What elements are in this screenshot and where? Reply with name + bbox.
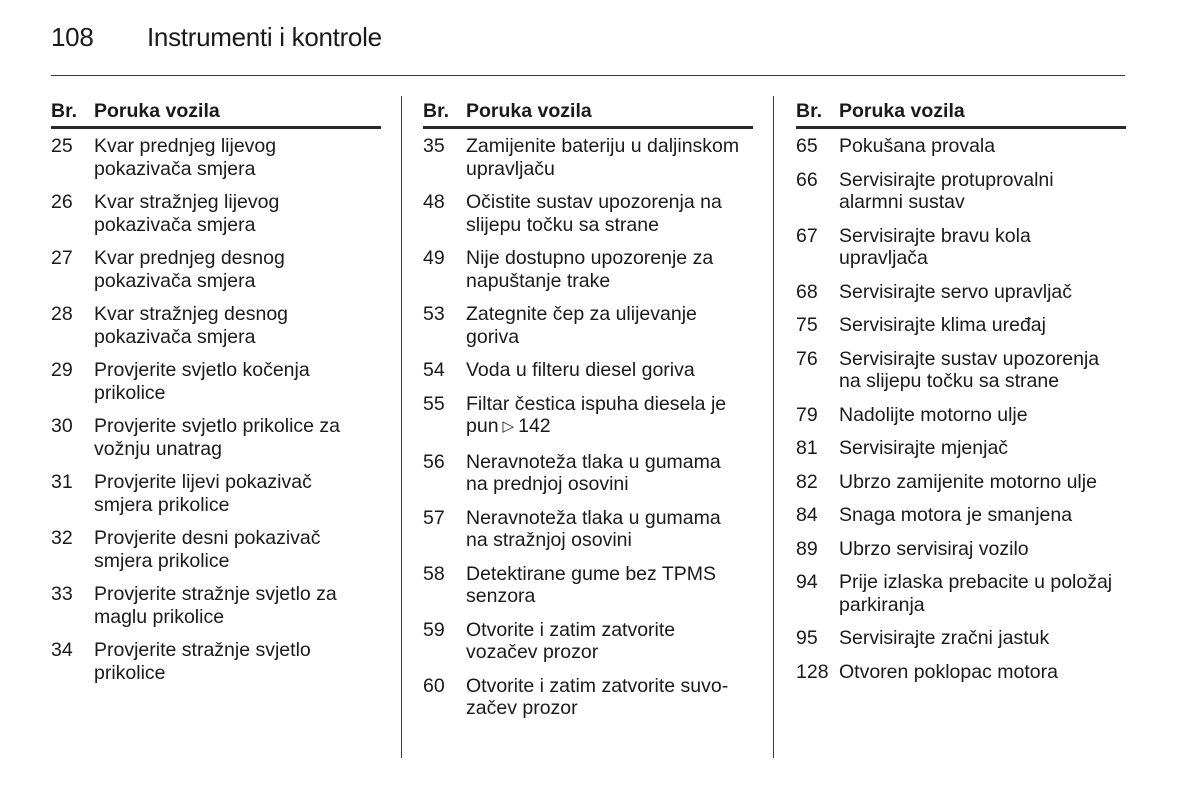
message-number: 31 <box>51 471 73 493</box>
table-row <box>51 415 381 460</box>
message-line: Prije izlaska prebacite u položaj <box>839 571 1113 593</box>
message-text <box>839 281 1126 304</box>
message-line: senzora <box>466 585 536 607</box>
message-line: Kvar stražnjeg lijevog <box>94 191 280 213</box>
message-number: 95 <box>796 627 818 649</box>
message-text <box>839 135 1126 158</box>
message-line: Servisirajte bravu kola <box>839 224 1031 247</box>
message-line: Kvar prednjeg desnog <box>94 247 285 269</box>
table-row <box>796 404 1126 427</box>
column-header-number: Br. <box>796 100 823 122</box>
table-row <box>51 639 381 684</box>
table-row <box>796 538 1126 561</box>
message-line: Provjerite stražnje svjetlo za <box>94 583 337 605</box>
table-row <box>796 661 1126 684</box>
message-line: na slijepu točku sa strane <box>839 370 1060 392</box>
column-header-number: Br. <box>423 100 450 122</box>
message-number: 26 <box>51 191 73 213</box>
message-line: Provjerite desni pokazivač <box>94 527 321 549</box>
table-row <box>796 571 1126 616</box>
message-number: 48 <box>423 191 445 213</box>
message-line: maglu prikolice <box>94 605 225 628</box>
message-line: Servisirajte sustav upozorenja <box>839 347 1100 370</box>
message-table-column-3 <box>796 96 1126 694</box>
message-text <box>94 471 381 516</box>
message-number: 35 <box>423 135 445 157</box>
message-line: pokazivača smjera <box>94 325 256 348</box>
message-number: 59 <box>423 618 445 641</box>
message-line: začev prozor <box>466 697 578 719</box>
message-text <box>839 314 1126 337</box>
message-text <box>839 571 1126 616</box>
column-header-number: Br. <box>51 100 78 122</box>
message-number: 53 <box>423 303 445 325</box>
message-line: Provjerite svjetlo prikolice za <box>94 415 341 437</box>
message-line: prikolice <box>94 661 166 684</box>
table-header <box>423 96 753 129</box>
message-number: 79 <box>796 403 818 426</box>
table-rows <box>796 135 1126 683</box>
table-row <box>423 563 753 608</box>
column-header-message: Poruka vozila <box>839 100 965 122</box>
table-header <box>51 96 381 129</box>
message-text <box>466 507 753 552</box>
message-number: 75 <box>796 314 818 336</box>
message-line: Pokušana provala <box>839 135 996 157</box>
table-row <box>796 504 1126 527</box>
message-number: 94 <box>796 571 818 593</box>
message-number: 67 <box>796 224 818 247</box>
table-row <box>423 507 753 552</box>
message-line: slijepu točku sa strane <box>466 213 659 236</box>
message-number: 32 <box>51 527 73 549</box>
message-line: Servisirajte zračni jastuk <box>839 627 1050 649</box>
message-number: 25 <box>51 135 73 157</box>
message-line: Provjerite lijevi pokazivač <box>94 471 312 493</box>
message-table-column-2 <box>423 96 753 731</box>
message-text <box>94 415 381 460</box>
table-row <box>51 359 381 404</box>
message-line: Zategnite čep za ulijevanje <box>466 303 697 325</box>
message-line: Detektirane gume bez TPMS <box>466 562 717 585</box>
message-number: 84 <box>796 504 818 526</box>
message-number: 34 <box>51 639 73 661</box>
message-text <box>466 135 753 180</box>
table-row <box>796 627 1126 650</box>
message-text <box>94 303 381 348</box>
message-text <box>839 661 1126 684</box>
message-text <box>839 437 1126 460</box>
message-text <box>839 348 1126 393</box>
table-row <box>51 583 381 628</box>
message-line: Nadolijte motorno ulje <box>839 403 1028 426</box>
message-number: 81 <box>796 437 818 459</box>
message-text <box>94 247 381 292</box>
message-line: Servisirajte mjenjač <box>839 437 1009 459</box>
message-number: 68 <box>796 280 818 303</box>
message-text <box>839 627 1126 650</box>
message-number: 55 <box>423 392 445 415</box>
message-line: Očistite sustav upozorenja na <box>466 191 722 213</box>
message-line: Snaga motora je smanjena <box>839 504 1073 526</box>
page-header <box>51 22 382 58</box>
table-row <box>423 191 753 236</box>
table-row <box>51 191 381 236</box>
message-line: Neravnoteža tlaka u gumama <box>466 506 721 529</box>
message-line: Servisirajte klima uređaj <box>839 314 1046 336</box>
table-row <box>796 225 1126 270</box>
message-text <box>94 639 381 684</box>
message-number: 89 <box>796 537 818 560</box>
message-line: na prednjoj osovini <box>466 473 629 495</box>
table-rows <box>423 135 753 720</box>
message-line: Filtar čestica ispuha diesela je <box>466 392 727 415</box>
table-row <box>796 169 1126 214</box>
table-row <box>423 451 753 496</box>
table-row <box>423 675 753 720</box>
message-text <box>94 359 381 404</box>
message-number: 76 <box>796 347 818 370</box>
message-text <box>466 393 753 440</box>
table-header <box>796 96 1126 129</box>
message-text <box>839 504 1126 527</box>
arrow-reference-icon: ▷ <box>502 418 515 435</box>
message-text <box>94 191 381 236</box>
message-line: pokazivača smjera <box>94 213 256 236</box>
message-line: napuštanje trake <box>466 269 611 292</box>
message-line: goriva <box>466 325 520 348</box>
message-line: Otvorite i zatim zatvorite <box>466 618 676 641</box>
message-number: 27 <box>51 247 73 269</box>
message-line: pokazivača smjera <box>94 157 256 180</box>
column-header-message: Poruka vozila <box>466 100 592 122</box>
table-row <box>796 348 1126 393</box>
message-text <box>466 451 753 496</box>
message-number: 56 <box>423 450 445 473</box>
message-line: Kvar prednjeg lijevog <box>94 135 277 157</box>
message-line: Otvorite i zatim zatvorite suvo- <box>466 674 729 697</box>
message-table-column-1 <box>51 96 381 695</box>
message-line: vožnju unatrag <box>94 437 222 460</box>
message-text <box>839 169 1126 214</box>
table-row <box>51 527 381 572</box>
table-row <box>51 247 381 292</box>
message-line: Ubrzo servisiraj vozilo <box>839 537 1029 560</box>
message-line: Servisirajte protuprovalni <box>839 168 1054 191</box>
message-number: 82 <box>796 470 818 493</box>
message-line: Nije dostupno upozorenje za <box>466 247 714 269</box>
message-number: 33 <box>51 583 73 605</box>
table-row <box>796 471 1126 494</box>
message-number: 54 <box>423 359 445 381</box>
column-divider <box>401 96 402 758</box>
message-line: Voda u filteru diesel goriva <box>466 359 695 381</box>
message-line: Neravnoteža tlaka u gumama <box>466 450 721 473</box>
message-line: Provjerite stražnje svjetlo <box>94 639 311 661</box>
message-text <box>466 563 753 608</box>
message-line: upravljača <box>839 247 928 269</box>
message-text <box>466 675 753 720</box>
message-text <box>466 191 753 236</box>
message-text <box>466 359 753 382</box>
message-text <box>839 225 1126 270</box>
message-text <box>839 404 1126 427</box>
message-number: 66 <box>796 168 818 191</box>
message-line: vozačev prozor <box>466 641 599 663</box>
table-row <box>423 393 753 440</box>
page-number: 108 <box>51 22 94 52</box>
message-text <box>839 538 1126 561</box>
message-line: na stražnjoj osovini <box>466 529 632 551</box>
message-number: 58 <box>423 562 445 585</box>
message-line: Otvoren poklopac motora <box>839 660 1058 683</box>
table-row <box>796 281 1126 304</box>
message-number: 49 <box>423 247 445 269</box>
table-row <box>423 359 753 382</box>
message-line: prikolice <box>94 381 166 404</box>
column-header-message: Poruka vozila <box>94 100 220 122</box>
table-row <box>796 437 1126 460</box>
message-number: 28 <box>51 303 73 325</box>
table-row <box>423 247 753 292</box>
table-row <box>423 303 753 348</box>
table-row <box>423 135 753 180</box>
message-line: parkiranja <box>839 593 925 616</box>
page-title: Instrumenti i kontrole <box>147 22 382 52</box>
message-text <box>94 135 381 180</box>
message-text <box>466 247 753 292</box>
table-row <box>423 619 753 664</box>
message-line: alarmni sustav <box>839 191 965 213</box>
message-number: 60 <box>423 674 445 697</box>
message-text <box>466 619 753 664</box>
message-line: upravljaču <box>466 157 555 180</box>
table-row <box>51 471 381 516</box>
message-number: 128 <box>796 660 829 683</box>
message-number: 30 <box>51 415 73 437</box>
message-text <box>839 471 1126 494</box>
message-text <box>94 583 381 628</box>
message-text <box>466 303 753 348</box>
message-text <box>94 527 381 572</box>
table-row <box>51 303 381 348</box>
message-number: 57 <box>423 506 445 529</box>
message-line: pokazivača smjera <box>94 269 256 292</box>
message-number: 29 <box>51 359 73 381</box>
table-row <box>796 135 1126 158</box>
message-line: Servisirajte servo upravljač <box>839 280 1073 303</box>
table-rows <box>51 135 381 684</box>
message-line: Kvar stražnjeg desnog <box>94 303 289 325</box>
message-line: pun <box>466 415 499 437</box>
message-line: smjera prikolice <box>94 549 230 572</box>
table-row <box>51 135 381 180</box>
header-rule <box>51 75 1125 76</box>
page-reference[interactable]: 142 <box>518 415 551 437</box>
message-line: Ubrzo zamijenite motorno ulje <box>839 470 1097 493</box>
table-row <box>796 314 1126 337</box>
column-divider <box>773 96 774 758</box>
message-number: 65 <box>796 135 818 157</box>
message-line: Provjerite svjetlo kočenja <box>94 359 310 381</box>
message-line: smjera prikolice <box>94 493 230 516</box>
message-line: Zamijenite bateriju u daljinskom <box>466 135 740 157</box>
